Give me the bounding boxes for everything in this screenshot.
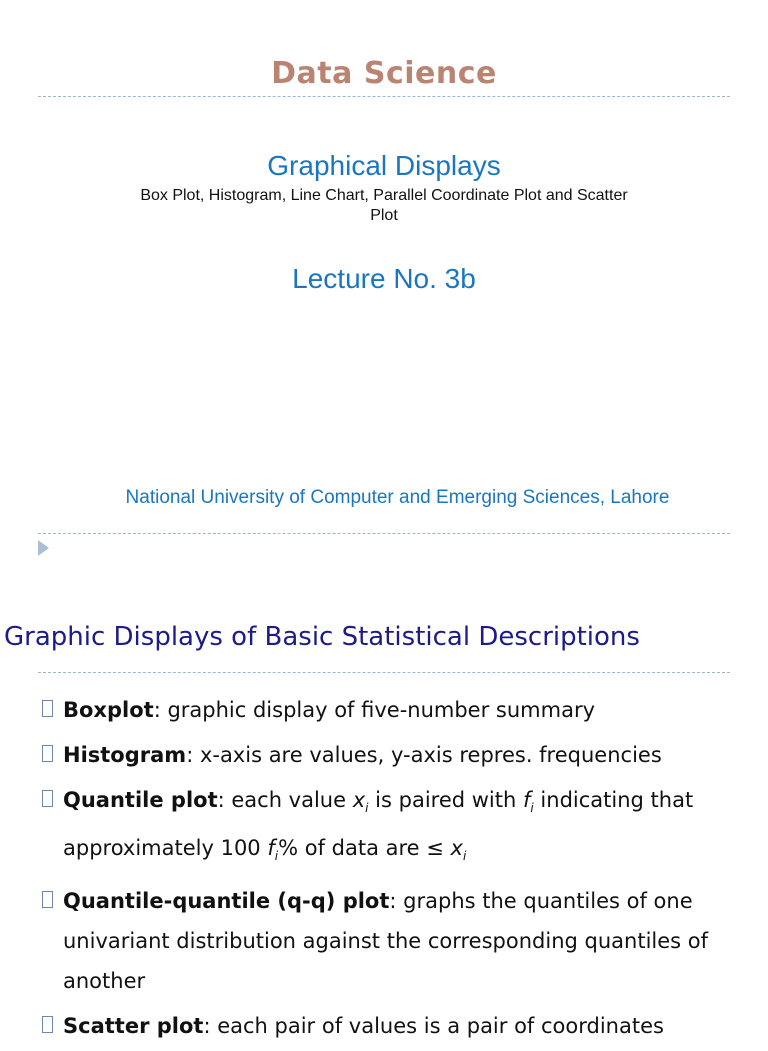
square-box-icon <box>42 700 53 717</box>
subscript-i: i <box>365 801 369 816</box>
bullet-text: : x-axis are values, y-axis repres. frequencies <box>186 743 662 767</box>
bullet-item-quantile-plot <box>42 780 742 876</box>
bullet-text: indicating that approximately 100 <box>63 788 694 861</box>
bullet-text: : graphs the quantiles of one univariant distribution against the corresponding quantiles of another <box>63 889 709 994</box>
subscript-i: i <box>462 849 467 864</box>
bullet-item-scatter-plot <box>42 1006 742 1046</box>
square-box-icon <box>42 1016 53 1033</box>
square-box-icon <box>42 745 53 762</box>
square-box-icon <box>42 891 53 908</box>
title-divider <box>38 96 730 97</box>
variable-x: x <box>450 836 463 861</box>
lecture-description: Box Plot, Histogram, Line Chart, Parallel Coordinate Plot and Scatter Plot <box>140 187 628 224</box>
bullet-item-histogram <box>42 735 742 775</box>
lecture-number: Lecture No. 3b <box>292 263 476 294</box>
subscript-i: i <box>274 849 279 864</box>
bullet-term: Scatter plot <box>63 1014 204 1039</box>
square-box-icon <box>42 790 53 807</box>
variable-f: f <box>267 836 275 861</box>
lecture-subtitle: Graphical Displays <box>267 150 501 181</box>
slide-title-divider <box>38 672 730 673</box>
bullet-text: : graphic display of five-number summary <box>153 698 596 722</box>
university-name: National University of Computer and Emerging Sciences, Lahore <box>125 487 670 508</box>
bullet-item-boxplot <box>42 690 742 730</box>
bullet-text: % of data are ≤ <box>278 836 451 861</box>
footer-divider <box>38 533 730 534</box>
course-title: Data Science <box>271 56 497 91</box>
subscript-i: i <box>530 801 534 816</box>
bullet-term: Boxplot <box>63 698 154 722</box>
bullet-term: Quantile-quantile (q-q) plot <box>63 889 390 914</box>
bullet-text: is paired with <box>368 788 523 812</box>
triangle-right-icon <box>38 540 49 556</box>
bullet-term: Histogram <box>63 743 187 767</box>
slide-title: Graphic Displays of Basic Statistical Descriptions <box>4 622 640 652</box>
bullet-item-qq-plot <box>42 881 742 1001</box>
bullet-text: : each value <box>217 788 353 812</box>
variable-f: f <box>523 788 531 812</box>
bullet-list <box>42 690 742 1051</box>
bullet-term: Quantile plot <box>63 788 218 812</box>
variable-x: x <box>352 788 366 812</box>
bullet-text: : each pair of values is a pair of coordinates <box>203 1014 664 1039</box>
